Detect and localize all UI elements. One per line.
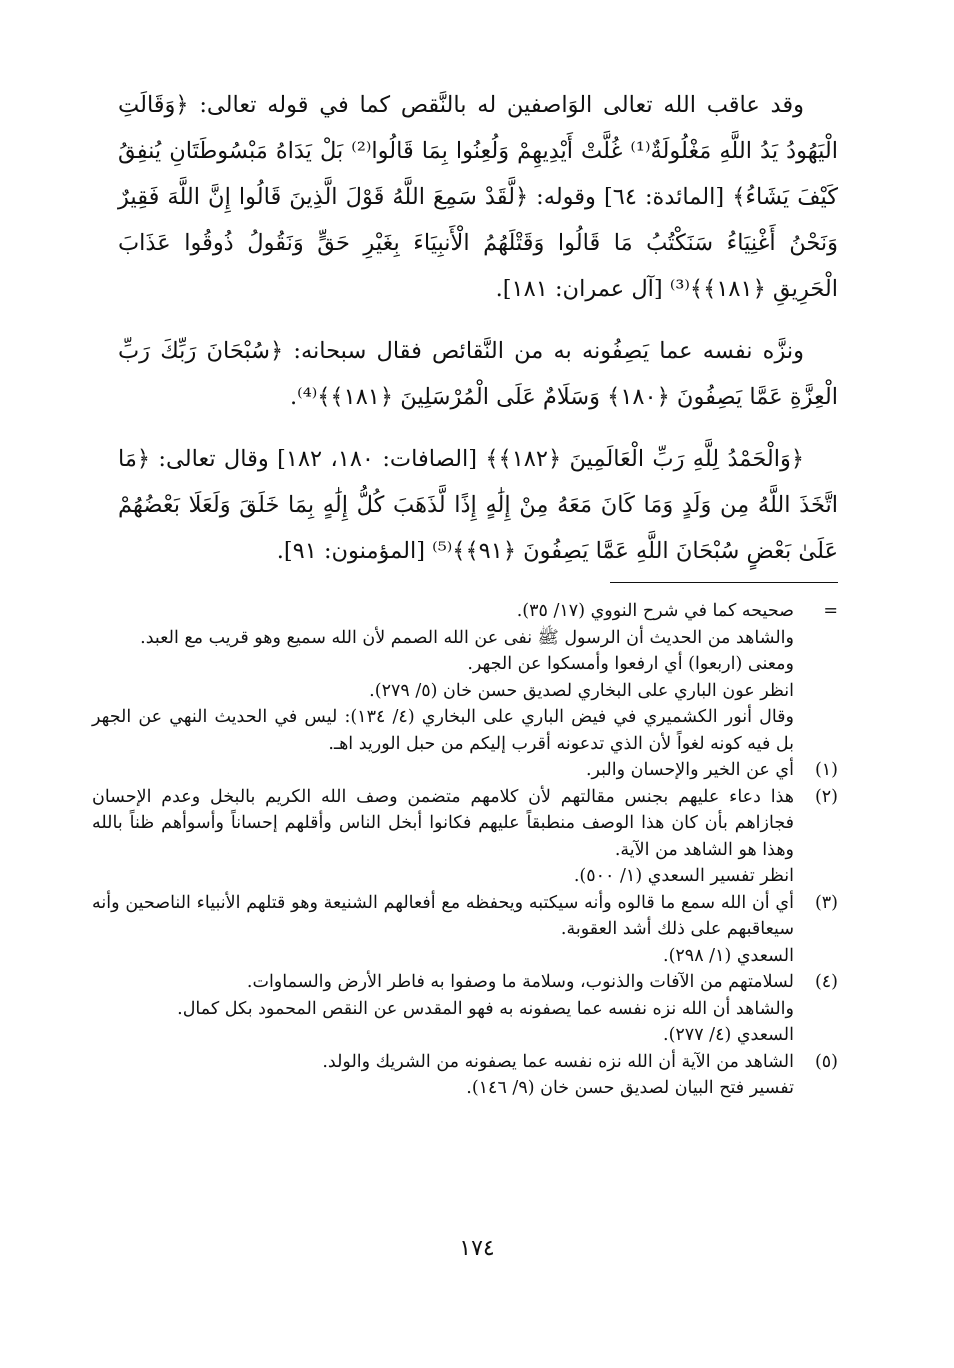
- footnote-line: والشاهد من الحديث أن الرسول ﷺ نفى عن الله الصمم لأن الله سميع وهو قريب مع العبد.: [140, 627, 794, 648]
- paragraph-1-text: وقد عاقب الله تعالى الوَاصفين له بالنَّقص كما في قوله تعالى: ﴿وَقَالَتِ الْيَهُودُ يَدُ اللَّهِ مَغْلُولَةٌ⁽¹⁾ غُلَّتْ أَيْدِيهِمْ وَلُعِنُوا بِمَا قَالُوا⁽²⁾ بَلْ يَدَاهُ مَبْسُوطَتَانِ يُنفِقُ كَيْفَ يَشَاءُ﴾ [المائدة: ٦٤] وقوله: ﴿لَّقَدْ سَمِعَ اللَّهُ قَوْلَ الَّذِينَ قَالُوا إِنَّ اللَّهَ فَقِيرٌ وَنَحْنُ أَغْنِيَاءُ سَنَكْتُبُ مَا قَالُوا وَقَتْلَهُمُ الْأَنبِيَاءَ بِغَيْرِ حَقٍّ وَنَقُولُ ذُوقُوا عَذَابَ الْحَرِيقِ ﴿١٨١﴾﴾⁽³⁾ [آل عمران: ١٨١].: [118, 92, 838, 302]
- footnotes: [92, 598, 838, 1102]
- paragraph-3-text: ﴿وَالْحَمْدُ لِلَّهِ رَبِّ الْعَالَمِينَ ﴿١٨٢﴾﴾ [الصافات: ١٨٠، ١٨٢] وقال تعالى: ﴿مَا اتَّخَذَ اللَّهُ مِن وَلَدٍ وَمَا كَانَ مَعَهُ مِنْ إِلَٰهٍ إِذًا لَّذَهَبَ كُلُّ إِلَٰهٍ بِمَا خَلَقَ وَلَعَلَا بَعْضُهُمْ عَلَىٰ بَعْضٍ سُبْحَانَ اللَّهِ عَمَّا يَصِفُونَ ﴿٩١﴾﴾⁽⁵⁾ [المؤمنون: ٩١].: [118, 446, 838, 564]
- footnote-number: (٢): [814, 786, 838, 807]
- footnote-line: السعدي (٤/ ٢٧٧).: [663, 1025, 794, 1045]
- footnote-body: [92, 890, 794, 970]
- footnote-line: تفسير فتح البيان لصديق حسن خان (٩/ ١٤٦).: [466, 1078, 794, 1098]
- paragraph-3: [118, 436, 838, 574]
- footnote-5: [172, 1049, 838, 1102]
- footnote-line: انظر تفسير السعدي (١/ ٥٠٠).: [573, 866, 794, 886]
- footnote-number: =: [823, 601, 838, 621]
- footnote-line: صحيحه كما في شرح النووي (١٧/ ٣٥).: [516, 601, 794, 621]
- footnote-body: [92, 969, 794, 1049]
- footnote-line: لسلامتهم من الآفات والذنوب، وسلامة ما وصفوا به فاطر الأرض والسماوات.: [246, 972, 794, 992]
- footnote-separator: [610, 582, 838, 583]
- footnote-4: [92, 969, 838, 1049]
- footnote-line: والشاهد أن الله نزه نفسه عما يصفونه به فهو المقدس عن النقص المحمود بكل كمال.: [177, 998, 794, 1019]
- footnote-1: [92, 757, 838, 784]
- footnote-2: [92, 784, 838, 890]
- footnote-number: (١): [814, 760, 838, 780]
- footnote-3: [92, 890, 838, 970]
- main-text: [118, 82, 838, 590]
- footnote-line: أي أن الله سمع ما قالوه وأنه سيكتبه ويحفظه مع أفعالهم الشنيعة وهو قتلهم الأنبياء الناصحين وأنه سيعاقبهم على ذلك أشد العقوبة.: [92, 892, 794, 939]
- footnote-body: [172, 1049, 794, 1102]
- footnote-number: (٤): [814, 972, 838, 992]
- footnote-body: [92, 757, 794, 784]
- paragraph-2-text: ونزَّه نفسه عما يَصِفُونه به من النَّقائص فقال سبحانه: ﴿سُبْحَانَ رَبِّكَ رَبِّ الْعِزَّةِ عَمَّا يَصِفُونَ ﴿١٨٠﴾ وَسَلَامٌ عَلَى الْمُرْسَلِينَ ﴿١٨١﴾﴾⁽⁴⁾.: [118, 338, 838, 410]
- footnote-number: (٣): [814, 892, 838, 913]
- footnote-line: وقال أنور الكشميري في فيض الباري على البخاري (٤/ ١٣٤): ليس في الحديث النهي عن الجهر بل فيه كونه لغواً لأن الذي تدعونه أقرب إليكم من حبل الوريد اهـ.: [92, 707, 794, 754]
- footnote-line: ومعنى (اربعوا) أي ارفعوا وأمسكوا عن الجهر.: [467, 654, 794, 674]
- footnote-line: انظر عون الباري على البخاري لصديق حسن خان (٥/ ٢٧٩).: [369, 680, 794, 701]
- paragraph-2: [118, 328, 838, 420]
- footnote-line: الشاهد من الآية أن الله نزه نفسه عما يصفونه من الشريك والولد.: [322, 1051, 794, 1072]
- footnote-line: أي عن الخير والإحسان والبر.: [585, 760, 794, 780]
- paragraph-1: [118, 82, 838, 312]
- footnote-line: السعدي (١/ ٢٩٨).: [663, 945, 794, 966]
- footnote-body: [92, 598, 794, 757]
- page-number: ١٧٤: [459, 1236, 495, 1261]
- footnote-line: هذا دعاء عليهم بجنس مقالتهم لأن كلامهم متضمن وصف الله الكريم بالبخل وعدم الإحسان فجازاهم بأن كان هذا الوصف منطبقاً عليهم فكانوا أبخل الناس وأقلهم إحساناً وأسوأهم ظناً بالله وهذا هو الشاهد من الآية.: [92, 786, 794, 860]
- footnote-continued: [92, 598, 838, 757]
- footnote-number: (٥): [814, 1051, 838, 1072]
- footnote-body: [92, 784, 794, 890]
